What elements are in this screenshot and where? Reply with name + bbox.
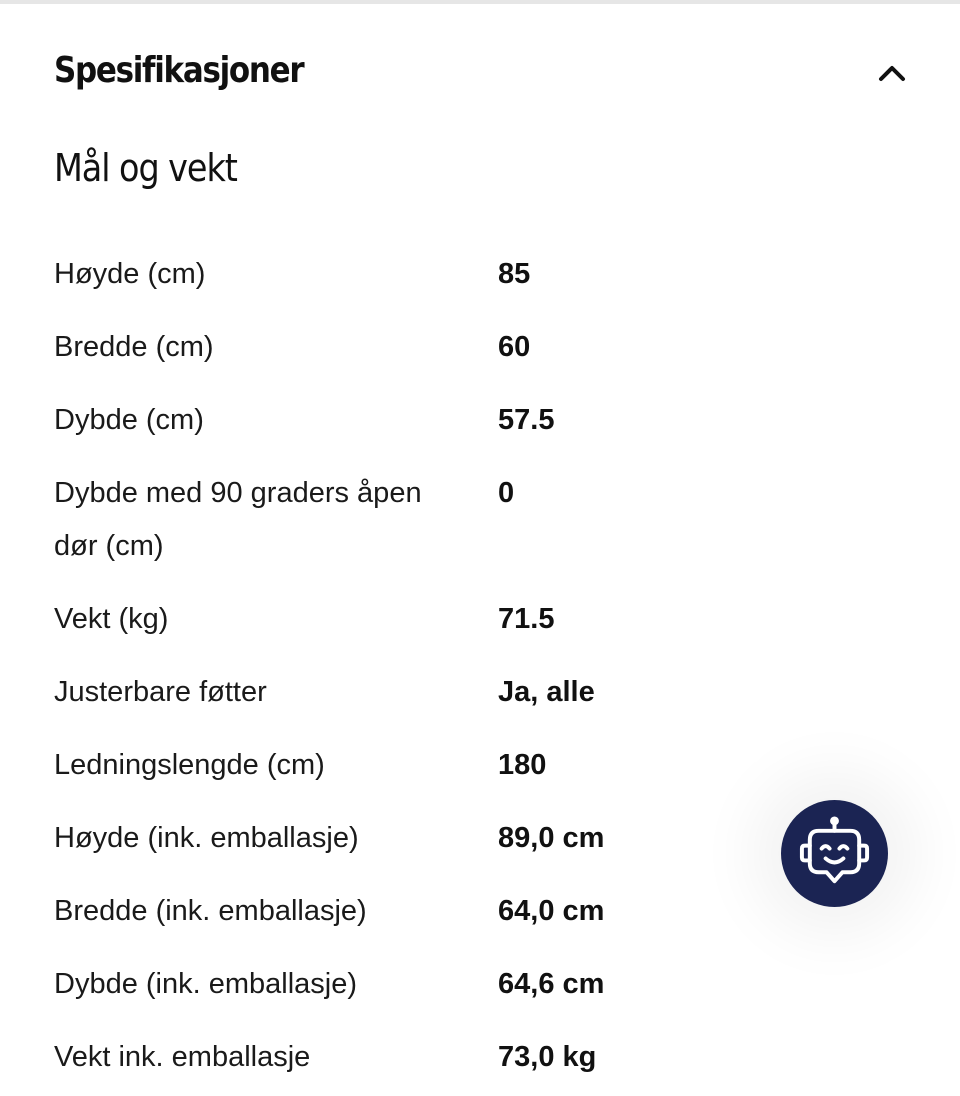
spec-value: 64,6 cm xyxy=(498,968,605,1000)
spec-value: 60 xyxy=(498,331,531,363)
spec-label: Justerbare føtter xyxy=(54,676,267,708)
spec-row xyxy=(54,950,754,1023)
spec-row xyxy=(54,313,754,386)
specifications-accordion-header[interactable] xyxy=(0,4,960,134)
spec-value: Ja, alle xyxy=(498,676,595,708)
spec-label: Høyde (ink. emballasje) xyxy=(54,822,359,854)
spec-label: Ledningslengde (cm) xyxy=(54,749,325,781)
spec-value: 64,0 cm xyxy=(498,895,605,927)
spec-value: 71.5 xyxy=(498,603,555,635)
spec-row xyxy=(54,585,754,658)
spec-value: 73,0 kg xyxy=(498,1041,597,1073)
section-title: Spesifikasjoner xyxy=(54,50,304,91)
spec-row xyxy=(54,386,754,459)
spec-value: 89,0 cm xyxy=(498,822,605,854)
spec-label: Bredde (ink. emballasje) xyxy=(54,895,367,927)
subsection-title: Mål og vekt xyxy=(54,146,237,190)
chat-assistant-button[interactable] xyxy=(781,800,888,907)
spec-value: 57.5 xyxy=(498,404,555,436)
spec-label: Dybde (ink. emballasje) xyxy=(54,968,358,1000)
spec-label: Bredde (cm) xyxy=(54,331,214,363)
spec-value: 85 xyxy=(498,258,531,290)
spec-table xyxy=(54,240,754,1096)
spec-value: 0 xyxy=(498,477,515,509)
spec-label: Høyde (cm) xyxy=(54,258,206,290)
spec-row xyxy=(54,804,754,877)
spec-label: Vekt ink. emballasje xyxy=(54,1041,311,1073)
chevron-up-icon[interactable] xyxy=(876,58,908,84)
spec-label: Vekt (kg) xyxy=(54,603,169,635)
spec-row xyxy=(54,240,754,313)
spec-row xyxy=(54,1023,754,1096)
spec-row xyxy=(54,731,754,804)
spec-row xyxy=(54,658,754,731)
spec-value: 180 xyxy=(498,749,547,781)
chatbot-robot-icon xyxy=(795,814,874,893)
spec-row xyxy=(54,459,754,585)
spec-label: Dybde med 90 graders åpen dør (cm) xyxy=(54,477,422,562)
spec-row xyxy=(54,877,754,950)
spec-label: Dybde (cm) xyxy=(54,404,204,436)
